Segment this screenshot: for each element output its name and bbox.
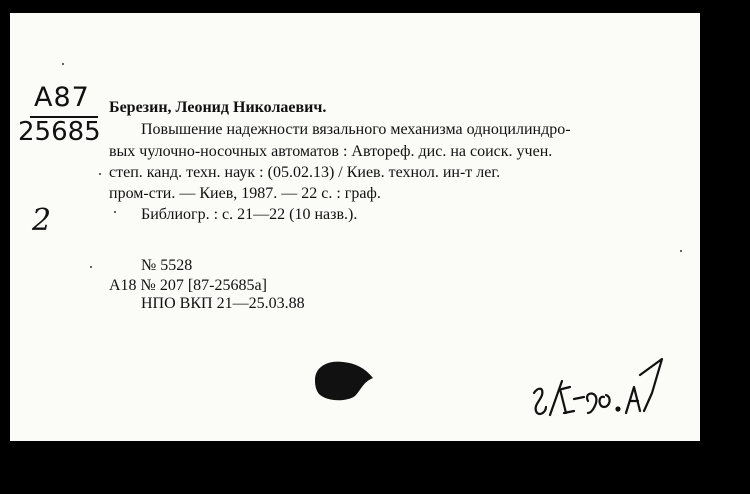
speck bbox=[62, 63, 64, 65]
call-number-top: А87 bbox=[34, 82, 90, 113]
speck bbox=[680, 250, 682, 252]
title-line-2: вых чулочно-носочных автоматов : Автореф. дис. на соиск. учен. bbox=[109, 143, 553, 160]
registry-a18: А18 № 207 [87-25685а] bbox=[109, 277, 267, 294]
catalog-card bbox=[10, 13, 700, 441]
bibliography-note: Библиогр. : с. 21—22 (10 назв.). bbox=[141, 206, 358, 223]
speck bbox=[99, 173, 101, 175]
punch-hole bbox=[311, 358, 375, 402]
speck bbox=[114, 211, 116, 213]
speck bbox=[90, 266, 92, 268]
registry-npo: НПО ВКП 21—25.03.88 bbox=[141, 295, 305, 312]
title-line-4: пром-сти. — Киев, 1987. — 22 с. : граф. bbox=[109, 185, 381, 202]
author-heading: Березин, Леонид Николаевич. bbox=[109, 99, 327, 116]
handwritten-inventory-mark bbox=[528, 353, 668, 425]
title-line-3: степ. канд. техн. наук : (05.02.13) / Киев. технол. ин-т лег. bbox=[109, 164, 501, 181]
copies-mark: 2 bbox=[32, 203, 52, 238]
call-number-bottom: 25685 bbox=[18, 117, 101, 147]
registry-number: № 5528 bbox=[141, 257, 193, 274]
title-line-1: Повышение надежности вязального механизма одноцилиндро- bbox=[141, 121, 571, 138]
